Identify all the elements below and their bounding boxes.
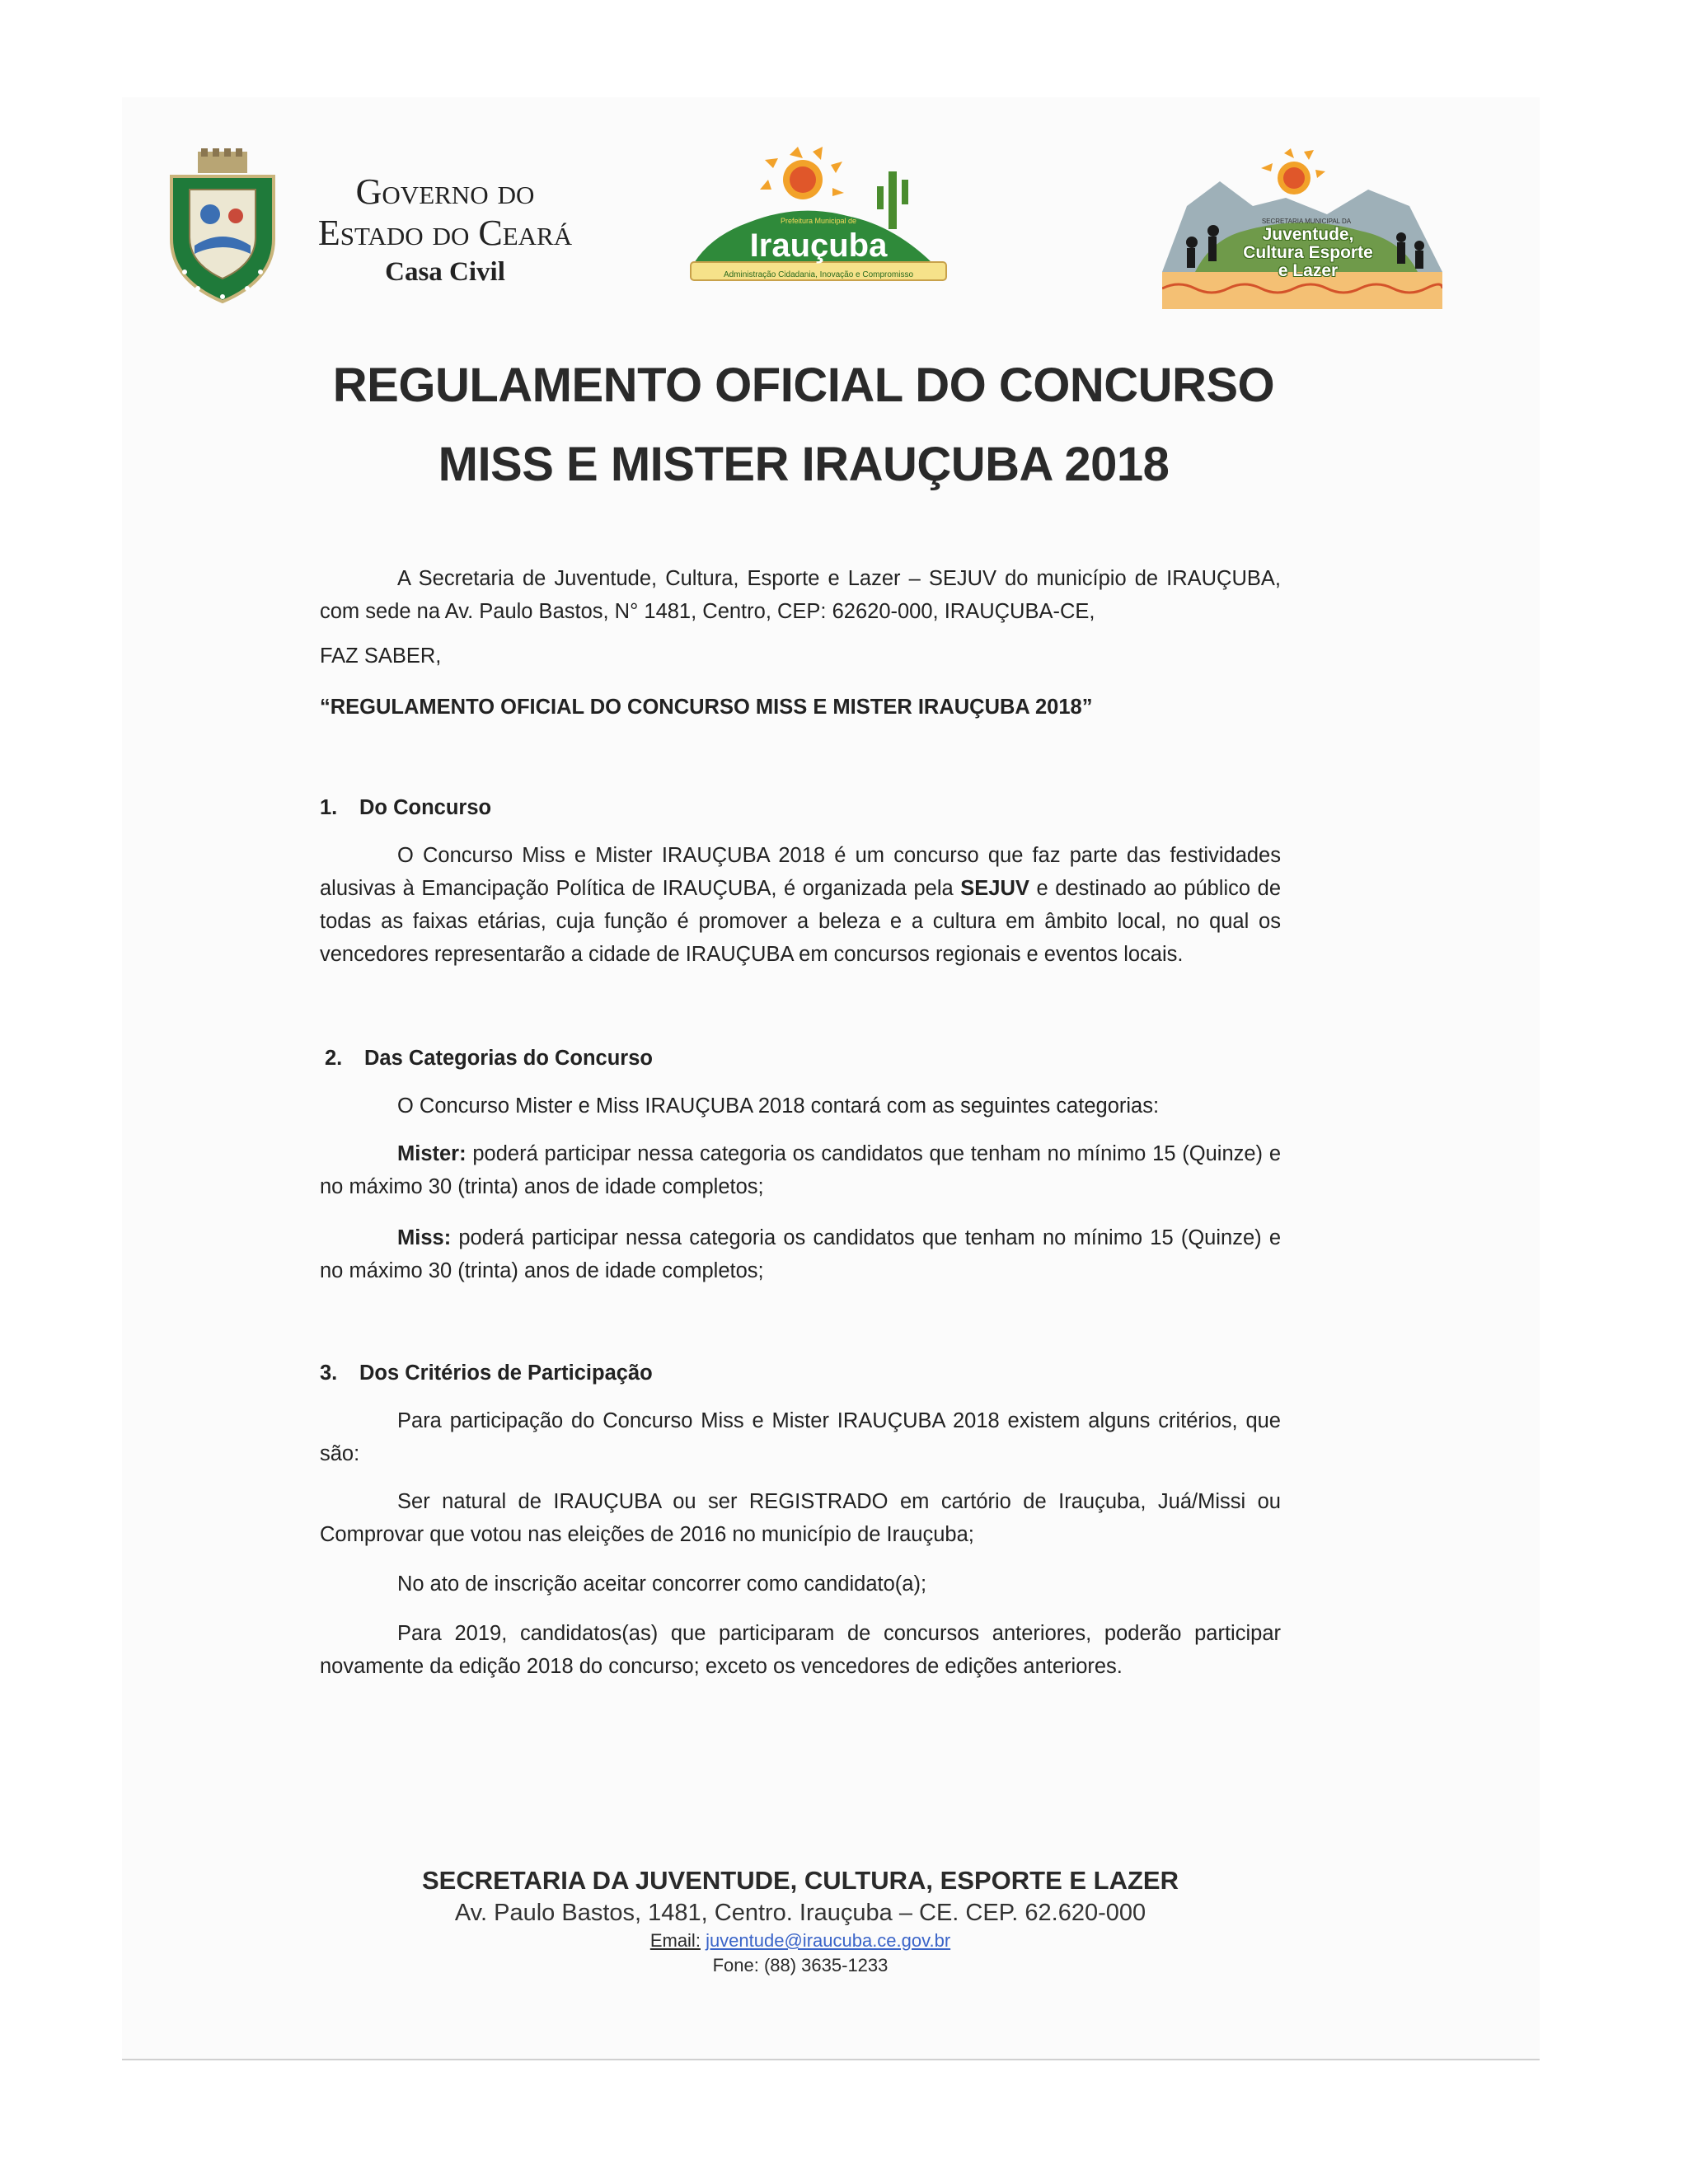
iraucuba-name: Irauçuba [749, 227, 888, 264]
gov-line3: Casa Civil [385, 257, 505, 287]
gov-line2: Estado do Ceará [317, 213, 573, 253]
section-3-criterion-1: Ser natural de IRAUÇUBA ou ser REGISTRADO em cartório de Irauçuba, Juá/Missi ou Comprovar que votou nas eleições de 2016 no município de Irauçuba; [320, 1490, 1281, 1546]
regulamento-quote: “REGULAMENTO OFICIAL DO CONCURSO MISS E MISTER IRAUÇUBA 2018” [320, 696, 1093, 719]
document-body [320, 562, 1281, 1683]
secretaria-top: SECRETARIA MUNICIPAL DA [1261, 218, 1352, 225]
faz-saber: FAZ SABER, [320, 644, 442, 668]
document-title [247, 346, 1360, 504]
mister-text: poderá participar nessa categoria os candidatos que tenham no mínimo 15 (Quinze) e no máximo 30 (trinta) anos de idade completos; [320, 1142, 1281, 1198]
section-1-title: Do Concurso [359, 796, 492, 819]
gov-line1: Governo do [355, 171, 535, 212]
section-1-paragraph [320, 839, 1281, 971]
section-3-intro: Para participação do Concurso Miss e Mister IRAUÇUBA 2018 existem alguns critérios, que são: [320, 1409, 1281, 1465]
section-3-title: Dos Critérios de Participação [359, 1361, 653, 1385]
footer-title: SECRETARIA DA JUVENTUDE, CULTURA, ESPORTE E LAZER [422, 1866, 1179, 1895]
iraucuba-prefeitura: Prefeitura Municipal de [780, 217, 857, 225]
governo-ceara-logo [165, 148, 593, 313]
footer-email-line [320, 1929, 1281, 1953]
footer-address: Av. Paulo Bastos, 1481, Centro. Irauçuba – CE. CEP. 62.620-000 [454, 1900, 1146, 1926]
mister-paragraph [320, 1137, 1281, 1203]
gov-text [288, 171, 602, 290]
miss-text: poderá participar nessa categoria os candidatos que tenham no mínimo 15 (Quinze) e no máximo 30 (trinta) anos de idade completos; [320, 1226, 1281, 1282]
section-2-intro: O Concurso Mister e Miss IRAUÇUBA 2018 contará com as seguintes categorias: [397, 1094, 1160, 1118]
section-2-title: Das Categorias do Concurso [364, 1047, 653, 1070]
section-1-num: 1. [320, 796, 338, 819]
document-footer [320, 1864, 1281, 1978]
section-3-num: 3. [320, 1361, 338, 1385]
section-2-heading [320, 1042, 1281, 1075]
section-1-text-a: O Concurso Miss e Mister IRAUÇUBA 2018 é um concurso que faz parte das festividades alusivas à Emancipação Política de IRAUÇUBA, é organizada pela [320, 844, 1281, 900]
iraucuba-tagline: Administração Cidadania, Inovação e Compromisso [723, 270, 914, 279]
miss-paragraph [320, 1221, 1281, 1287]
section-3-heading [320, 1357, 1281, 1390]
mister-label: Mister: [397, 1142, 467, 1165]
secretaria-logo [1162, 148, 1442, 309]
section-1-sejuv: SEJUV [960, 877, 1029, 900]
title-line2: MISS E MISTER IRAUÇUBA 2018 [438, 438, 1170, 491]
section-3-criterion-3: Para 2019, candidatos(as) que participaram de concursos anteriores, poderão participar novamente da edição 2018 do concurso; exceto os vencedores de edições anteriores. [320, 1622, 1281, 1678]
ceara-coat-of-arms-icon [165, 148, 280, 305]
miss-label: Miss: [397, 1226, 452, 1249]
title-line1: REGULAMENTO OFICIAL DO CONCURSO [332, 359, 1275, 412]
footer-email-label: Email: [649, 1930, 701, 1951]
section-3-criterion-2: No ato de inscrição aceitar concorrer como candidato(a); [397, 1572, 927, 1596]
footer-phone: Fone: (88) 3635-1233 [712, 1955, 889, 1975]
footer-email-link[interactable]: juventude@iraucuba.ce.gov.br [706, 1930, 951, 1951]
iraucuba-logo [682, 147, 954, 312]
intro-paragraph: A Secretaria de Juventude, Cultura, Esporte e Lazer – SEJUV do município de IRAUÇUBA, com sede na Av. Paulo Bastos, N° 1481, Centro, CEP: 62620-000, IRAUÇUBA-CE, [320, 567, 1281, 623]
secretaria-name: Juventude, Cultura Esporte e Lazer [1243, 225, 1373, 280]
section-2-num: 2. [325, 1047, 343, 1070]
section-1-heading [320, 791, 1281, 824]
section-1-text-c: e destinado ao público de todas as faixas etárias, cuja função é promover a beleza e a cultura em âmbito local, no qual os vencedores representarão a cidade de IRAUÇUBA em concursos regionais e eventos locais. [320, 877, 1281, 966]
